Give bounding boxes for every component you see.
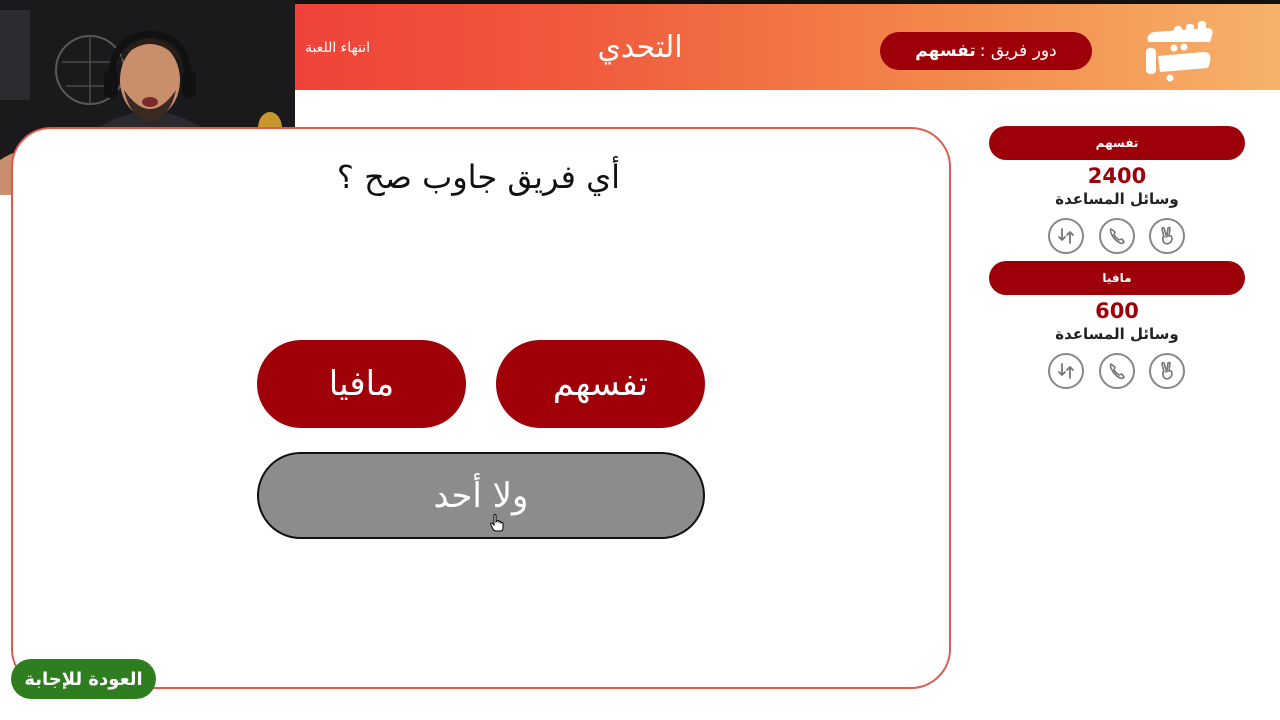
end-game-button[interactable]: انتهاء اللعبة [304,40,370,56]
hand-cursor-icon [490,514,504,532]
peace-hand-icon[interactable] [1149,353,1185,389]
answer-none-button[interactable]: ولا أحد [257,452,705,539]
aids-label: وسائل المساعدة [1055,325,1179,343]
aids-row [989,353,1245,393]
turn-label: دور فريق : [979,41,1057,61]
team-name: مافيا [989,261,1245,295]
team-score: 600 [1095,299,1139,323]
question-text: أي فريق جاوب صح ؟ [336,158,620,196]
aids-row [989,218,1245,258]
phone-icon[interactable] [1099,218,1135,254]
team-score: 2400 [1087,164,1147,188]
peace-hand-icon[interactable] [1149,218,1185,254]
team-name: تفسهم [989,126,1245,160]
brand-logo [1140,18,1216,84]
answer-team1-button[interactable]: تفسهم [496,340,705,428]
turn-indicator [880,32,1092,70]
answer-team2-button[interactable]: مافيا [257,340,466,428]
back-to-answer-button[interactable]: العودة للإجابة [11,659,156,699]
team-card [989,261,1245,393]
swap-icon[interactable] [1048,218,1084,254]
question-card [11,127,951,689]
swap-icon[interactable] [1048,353,1084,389]
page-title: التحدي [597,30,683,65]
phone-icon[interactable] [1099,353,1135,389]
aids-label: وسائل المساعدة [1055,190,1179,208]
team-card [989,126,1245,258]
turn-team: تفسهم [915,41,976,61]
